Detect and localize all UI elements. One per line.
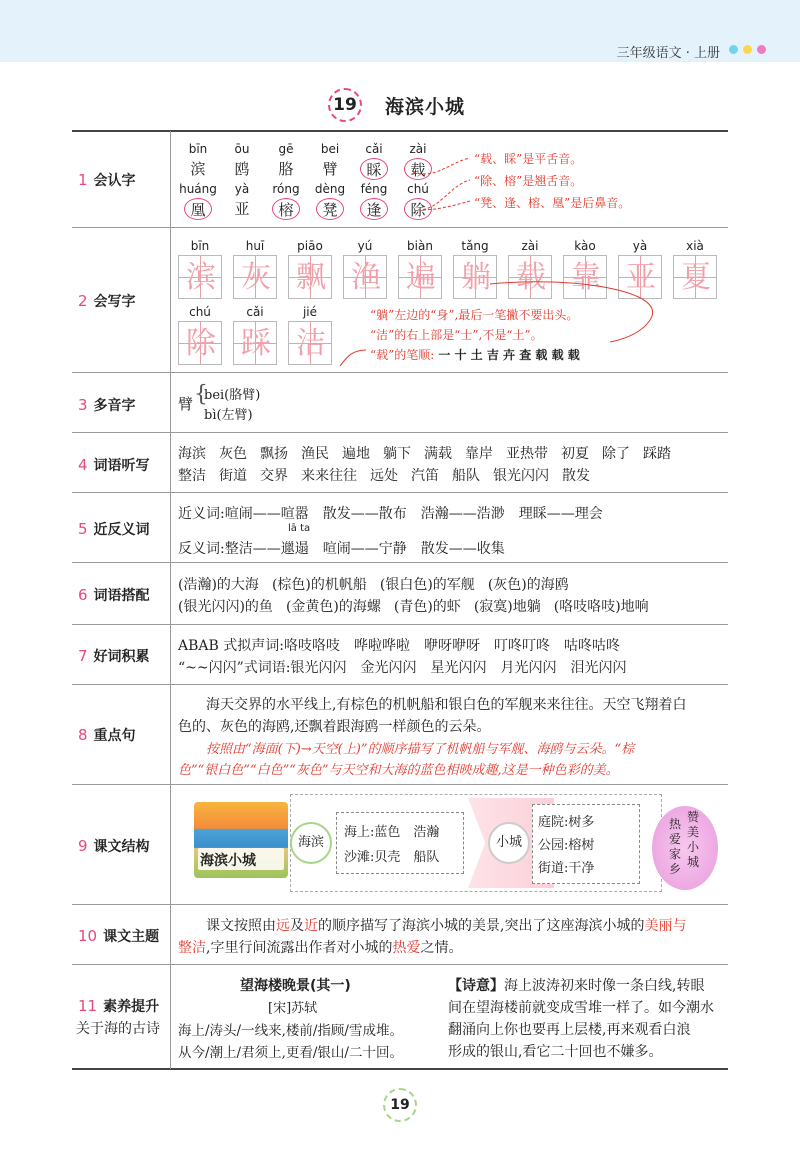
theme-line-1: 课文按照由远及近的顺序描写了海滨小城的美景,突出了这座海滨小城的美丽与 [206,918,687,934]
word: (寂寞)地躺 [473,599,541,615]
poem-line-1: 海上/涛头/一线来,楼前/指顾/雪成堆。 [178,1023,403,1039]
word: (灰色)的海鸥 [487,577,569,593]
grid-character: 洁 [296,326,326,361]
key-note-1: 按照由“海面(下)→天空(上)”的顺序描写了机帆船与军舰、海鸥与云朵。“棕 [206,742,635,757]
left-item-1: 海上:蓝色 浩瀚 [344,825,440,840]
ending-note-2: 热爱家乡 [668,817,681,876]
write-note-3: “载”的笔顺: 一 十 土 吉 卉 查 载 载 载 [370,348,580,362]
grid-character: 灰 [241,260,271,295]
character: 亚 [234,200,250,218]
pinyin: cǎi [246,305,264,319]
write-note-2: “洁”的右上部是“士”,不是“土”。 [370,328,543,342]
left-item-2: 沙滩:贝壳 船队 [344,850,440,865]
key-sentence-1: 海天交界的水平线上,有棕色的机帆船和银白色的军舰来来往往。天空飞翔着白 [206,697,687,713]
row-label-11: 11 素养提升 [78,997,160,1015]
write-note-arrows [320,280,680,370]
character: 凰 [184,198,212,220]
word: (银白色)的军舰 [379,577,475,593]
word: 船队 [452,468,480,484]
word: (银光闪闪)的鱼 [178,599,273,615]
grid-character: 靠 [571,260,601,295]
row-label-3: 3 多音字 [78,396,136,414]
row-label-4: 4 词语听写 [78,456,150,474]
word: 街道 [219,468,247,484]
poem-meaning-4: 形成的银山,看它二十回也不嫌多。 [448,1044,663,1060]
row-label-10: 10 课文主题 [78,927,160,945]
character: 载 [404,158,432,180]
pinyin: huáng [179,182,217,196]
word: 远处 [370,468,398,484]
grid-character: 渔 [351,260,381,295]
collocation-line-1 [178,574,582,594]
pinyin: zài [521,239,539,253]
column-divider [170,131,171,1069]
word: (金黄色)的海螺 [285,599,381,615]
word: 渔民 [301,446,329,462]
word: 除了 [602,446,630,462]
poem-title: 望海楼晚景(其一) [240,978,351,994]
word: 汽笛 [411,468,439,484]
lesson-illustration [194,802,288,878]
grid-character: 载 [516,260,546,295]
word: 散发 [562,468,590,484]
right-item-3: 街道:干净 [538,861,595,876]
grid-character: 除 [186,326,216,361]
dictation-line-2 [178,465,603,485]
row-subtitle: 关于海的古诗 [76,1021,160,1037]
brace: { [194,382,208,407]
pinyin: piāo [297,239,323,253]
polyphone-reading-2: bì(左臂) [204,408,253,423]
grade-label: 三年级语文 · 上册 [616,46,720,61]
poem-meaning-2: 间在望海楼前就变成雪堆一样了。如今潮水 [448,1000,714,1016]
note-flat: “载、睬”是平舌音。 [474,152,583,166]
pinyin: féng [360,182,388,196]
word: 靠岸 [465,446,493,462]
dictation-line-1 [178,443,684,463]
word: 银光闪闪 [493,468,549,484]
pinyin: chú [189,305,211,319]
character: 凳 [316,198,344,220]
shanshan-line: “~~闪闪”式词语:银光闪闪 金光闪闪 星光闪闪 月光闪闪 泪光闪闪 [178,660,627,676]
word: 亚热带 [506,446,548,462]
illustration-caption: 海滨小城 [200,853,256,869]
word: 躺下 [383,446,411,462]
node-seaside: 海滨 [290,822,332,864]
poem-meaning-3: 翻涌向上你也要再上层楼,再来观看白浪 [448,1022,691,1038]
grid-character: 遍 [406,260,436,295]
character: 胳 [278,160,294,178]
character: 榕 [272,198,300,220]
pinyin: zài [409,142,427,156]
pinyin: bīn [190,239,210,253]
grid-character: 亚 [626,260,656,295]
character: 逢 [360,198,388,220]
pinyin: dèng [314,182,346,196]
structure-diagram [186,794,662,892]
synonyms-line: 近义词:喧闹——喧嚣 散发——散布 浩瀚——浩渺 理睬——理会 [178,506,603,522]
grid-character: 夏 [681,260,711,295]
lesson-number: 19 [328,88,362,122]
row-label-5: 5 近反义词 [78,520,150,538]
antonyms-line: 反义词:整洁——邋遢 喧闹——宁静 散发——收集 [178,541,505,557]
right-item-2: 公园:榕树 [538,838,595,853]
pinyin: chú [407,182,429,196]
poem-author: [宋]苏轼 [268,1001,318,1016]
pinyin: tǎng [461,239,489,253]
dot-icon [743,45,752,54]
pinyin: bei [320,142,340,156]
ending-note-1: 赞美小城 [686,810,699,869]
poem-meaning-1: 【诗意】海上波涛初来时像一条白线,转眼 [448,978,705,994]
note-nasal: “凳、逢、榕、凰”是后鼻音。 [474,196,631,210]
pinyin: cǎi [365,142,383,156]
theme-line-2: 整洁,字里行间流露出作者对小城的热爱之情。 [178,940,463,956]
note-retroflex: “除、榕”是翘舌音。 [474,174,583,188]
word: 飘扬 [260,446,288,462]
grid-character: 滨 [186,260,216,295]
row-label-7: 7 好词积累 [78,647,150,665]
word: 遍地 [342,446,370,462]
word: 踩踏 [643,446,671,462]
dot-icon [729,45,738,54]
pinyin: yà [632,239,648,253]
key-note-2: 色”“银白色”“白色”“灰色”与天空和大海的蓝色相映成趣,这是一种色彩的美。 [178,763,619,778]
pinyin: ōu [234,142,250,156]
word: 初夏 [561,446,589,462]
grid-character: 躺 [461,260,491,295]
polyphone-reading-1: bei(胳臂) [204,388,261,403]
pinyin: bīn [188,142,208,156]
polyphone-char: 臂 [178,395,194,413]
pinyin-lata: lā ta [288,523,311,534]
word: 来来往往 [301,468,357,484]
word: 灰色 [219,446,247,462]
row-label-9: 9 课文结构 [78,837,150,855]
grid-character: 飘 [296,260,326,295]
character: 臂 [322,160,338,178]
writing-grid [178,255,222,299]
row-label-8: 8 重点句 [78,726,136,744]
pinyin: gē [278,142,294,156]
writing-grid [178,321,222,365]
pinyin: yà [234,182,250,196]
pinyin: yú [357,239,373,253]
page-number: 19 [383,1088,417,1122]
write-note-1: “躺”左边的“身”,最后一笔撇不要出头。 [370,308,579,322]
pinyin: jié [302,305,318,319]
right-item-1: 庭院:树多 [538,815,595,830]
poem-line-2: 从今/潮上/君须上,更看/银山/二十回。 [178,1045,403,1061]
word: 整洁 [178,468,206,484]
row-label-1: 1 会认字 [78,171,136,189]
onomatopoeia-line: ABAB 式拟声词:咯吱咯吱 哗啦哗啦 咿呀咿呀 叮咚叮咚 咕咚咕咚 [178,638,620,654]
row-label-2: 2 会写字 [78,292,136,310]
word: 满载 [424,446,452,462]
character: 除 [404,198,432,220]
writing-grid [233,255,277,299]
pinyin: huī [245,239,265,253]
writing-grid [233,321,277,365]
word: 海滨 [178,446,206,462]
pinyin: kào [574,239,596,253]
grid-character: 踩 [241,326,271,361]
collocation-line-2 [178,596,662,616]
node-town: 小城 [488,822,530,864]
word: 交界 [260,468,288,484]
character: 滨 [190,160,206,178]
note-arrows [380,150,480,220]
word: (咯吱咯吱)地响 [553,599,649,615]
lesson-title: 海滨小城 [385,96,466,118]
word: (棕色)的机帆船 [271,577,367,593]
pinyin: biàn [407,239,433,253]
pinyin: róng [272,182,300,196]
word: (青色)的虾 [393,599,461,615]
character: 鸥 [234,160,250,178]
row-label-6: 6 词语搭配 [78,586,150,604]
word: (浩瀚)的大海 [178,577,259,593]
key-sentence-2: 色的、灰色的海鸥,还飘着跟海鸥一样颜色的云朵。 [178,719,491,735]
pinyin: xià [686,239,704,253]
character: 睬 [360,158,388,180]
dot-icon [757,45,766,54]
